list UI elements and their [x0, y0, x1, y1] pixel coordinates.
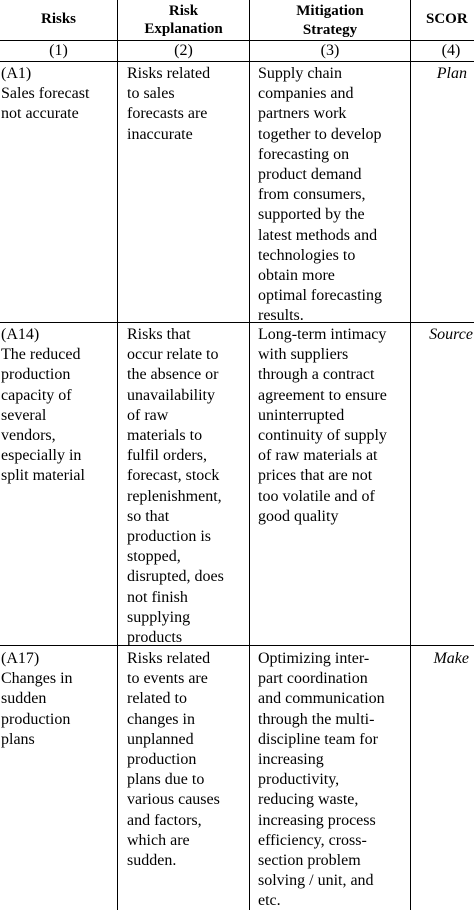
number-row-divider: [0, 61, 474, 62]
column-number-1: (1): [49, 42, 68, 59]
row-a14-scor: Source: [429, 326, 473, 343]
row-a1-risk: (A1) Sales forecast not accurate: [1, 65, 90, 123]
row-a1-explanation: Risks related to sales forecasts are inaccurate: [127, 65, 211, 143]
row-divider-2: [0, 645, 474, 646]
header-scor: SCOR: [426, 11, 468, 27]
column-divider-3: [410, 0, 411, 910]
row-a14-mitigation: Long-term intimacy with suppliers through a contract agreement to ensure uninterrupted continuity of supply of raw materials at prices that are not too volatile and of good quality: [258, 326, 387, 525]
row-divider-1: [0, 322, 474, 323]
row-a17-explanation: Risks related to events are related to changes in unplanned production plans due to various causes and factors, which are sudden.: [127, 650, 220, 870]
header-mitigation-line2: Strategy: [302, 22, 358, 38]
row-a14-explanation: Risks that occur relate to the absence or unavailability of raw materials to fulfil orders, forecast, stock replenishment, so that production is stopped, disrupted, does not finish supplying products: [127, 326, 224, 647]
header-divider: [0, 40, 474, 41]
header-risk-explanation-line1: Risk: [168, 3, 199, 19]
row-a14-risk: (A14) The reduced production capacity of several vendors, especially in split material: [1, 326, 85, 485]
row-a17-risk: (A17) Changes in sudden production plans: [1, 650, 73, 748]
header-mitigation-line1: Mitigation: [296, 3, 364, 19]
column-number-3: (3): [320, 42, 340, 59]
header-risks: Risks: [40, 11, 77, 27]
row-a1-scor: Plan: [436, 65, 467, 82]
column-number-2: (2): [174, 42, 193, 59]
column-number-4: (4): [441, 42, 461, 59]
column-divider-1: [117, 0, 118, 910]
row-a17-mitigation: Optimizing inter- part coordination and communication through the multi- discipline team for increasing productivity, reducing waste, increasing process efficiency, cross- section problem solving / unit, and etc.: [258, 650, 385, 910]
row-a17-scor: Make: [433, 650, 469, 667]
column-divider-2: [249, 0, 250, 910]
header-risk-explanation-line2: Explanation: [144, 21, 223, 37]
row-a1-mitigation: Supply chain companies and partners work together to develop forecasting on product demand from consumers, supported by the latest methods and technologies to obtain more optimal forecasting results.: [258, 65, 382, 325]
